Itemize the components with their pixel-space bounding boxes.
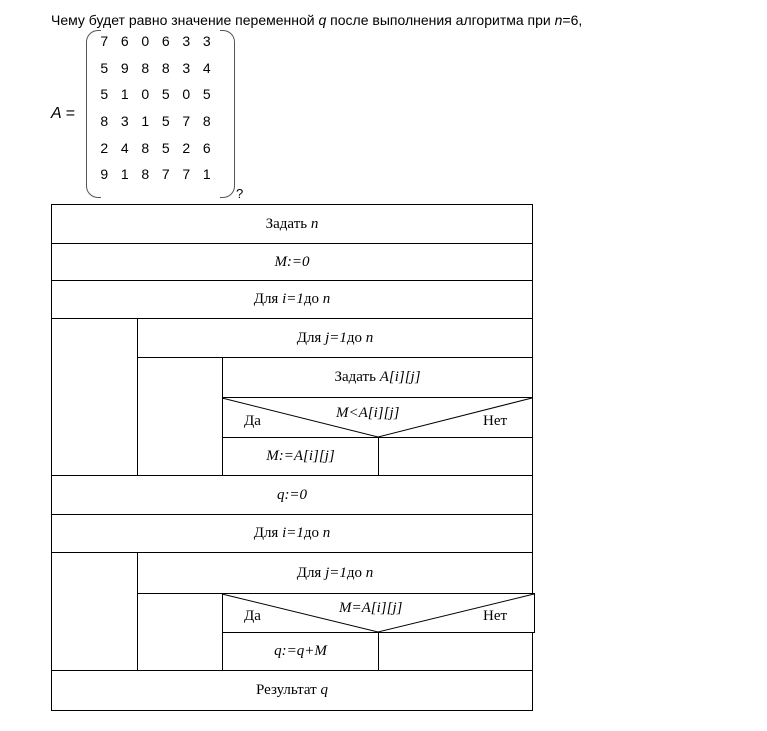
t: до	[303, 291, 320, 307]
q-init-block: q:=0	[51, 475, 533, 515]
matrix-cell: 1	[202, 166, 211, 183]
t: до	[346, 329, 363, 346]
q-var: q	[318, 12, 327, 28]
matrix-cell: 3	[120, 113, 129, 130]
matrix-cell: 6	[161, 33, 170, 49]
t: n	[310, 215, 319, 232]
t: до	[346, 564, 363, 581]
matrix-cell: 4	[120, 139, 129, 156]
t: Для	[296, 564, 322, 581]
t: j=1	[325, 564, 347, 581]
matrix-cell: 5	[202, 86, 211, 103]
t: Для	[253, 525, 279, 541]
t: n	[322, 525, 331, 541]
condition-1-text: M<A[i][j]	[336, 405, 400, 421]
t: q	[320, 682, 328, 698]
t: i=1	[282, 291, 304, 307]
t: n	[365, 329, 374, 346]
yes-label-1: Да	[244, 413, 261, 429]
condition-2-text: M=A[i][j]	[339, 600, 403, 616]
matrix-cell: 7	[100, 33, 109, 49]
matrix-cell: 9	[100, 166, 109, 183]
matrix-cell: 8	[100, 113, 109, 130]
matrix-cell: 6	[202, 139, 211, 156]
matrix-cell: 4	[202, 59, 211, 76]
matrix-cell: 8	[161, 59, 170, 76]
matrix-cell: 8	[202, 113, 211, 130]
t: Результат	[255, 682, 317, 698]
q-text: Чему будет равно значение переменной	[51, 12, 319, 28]
matrix-cell: 3	[182, 59, 191, 76]
matrix-cell: 8	[141, 59, 150, 76]
matrix-cell: 7	[161, 166, 170, 183]
t: n	[365, 564, 374, 581]
matrix-cell: 5	[100, 59, 109, 76]
matrix-cell: 1	[141, 113, 150, 130]
matrix-cell: 1	[120, 86, 129, 103]
matrix-cell: 6	[120, 33, 129, 49]
yes-label-2: Да	[244, 608, 261, 624]
matrix-cell: 3	[202, 33, 211, 49]
matrix-cell: 8	[141, 166, 150, 183]
matrix-cell: 5	[100, 86, 109, 103]
no-label-1: Нет	[483, 413, 508, 429]
t: A[i][j]	[379, 369, 421, 385]
t: n	[322, 291, 331, 307]
t: Для	[296, 329, 322, 346]
matrix-cell: 0	[182, 86, 191, 103]
matrix-cell: 3	[182, 33, 191, 49]
t: Задать	[334, 369, 376, 385]
assign-q-block: q:=q+M	[222, 632, 379, 671]
matrix-cell: 5	[161, 86, 170, 103]
t: j=1	[325, 329, 347, 346]
matrix-cell: 5	[161, 139, 170, 156]
t: i=1	[282, 525, 304, 541]
t: Задать	[265, 215, 308, 232]
matrix-cell: 1	[120, 166, 129, 183]
question-mark: ?	[236, 186, 244, 201]
assign-m-block: M:=A[i][j]	[222, 437, 379, 476]
m-init-block: M:=0	[51, 243, 533, 281]
matrix-cell: 8	[141, 139, 150, 156]
t: до	[303, 525, 320, 541]
matrix-cell: 7	[182, 166, 191, 183]
matrix-cell: 0	[141, 86, 150, 103]
q-text: =6,	[562, 12, 583, 28]
t: Для	[253, 291, 279, 307]
matrix-label: A =	[51, 105, 75, 122]
matrix-cell: 2	[182, 139, 191, 156]
matrix-cell: 7	[182, 113, 191, 130]
matrix-cell: 2	[100, 139, 109, 156]
q-text: после выполнения алгоритма при	[326, 12, 555, 28]
n-var: n	[554, 12, 563, 28]
matrix-cell: 9	[120, 59, 129, 76]
matrix-cell: 0	[141, 33, 150, 49]
no-label-2: Нет	[483, 608, 508, 624]
matrix-cell: 5	[161, 113, 170, 130]
